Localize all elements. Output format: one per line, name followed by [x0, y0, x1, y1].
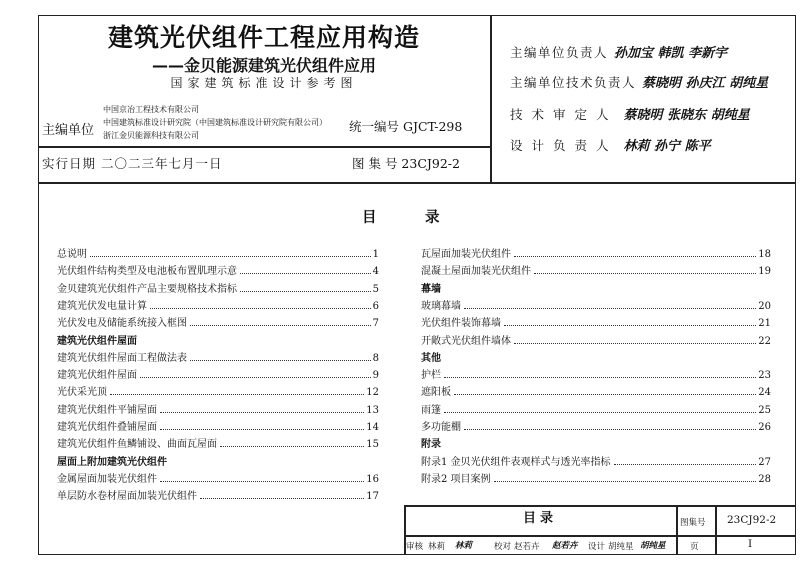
toc-leader-dots: [454, 394, 756, 395]
review-name: 林莉: [428, 542, 446, 552]
toc-entry-label: 建筑光伏组件平铺屋面: [57, 404, 157, 416]
organization-3: 浙江金贝能源科技有限公司: [103, 131, 199, 140]
responsible-row-3: [510, 104, 750, 123]
titleblock-divider-2: [715, 505, 717, 555]
toc-leader-dots: [494, 481, 757, 482]
signature: 蔡晓明 孙庆江 胡纯星: [642, 76, 769, 91]
toc-entry-page: 17: [366, 491, 379, 503]
toc-leader-dots: [160, 429, 364, 430]
toc-entry-page: 12: [366, 387, 379, 399]
toc-entry: [421, 399, 771, 416]
toc-entry-page: 28: [758, 473, 771, 485]
toc-entry: [57, 347, 379, 364]
toc-entry: [421, 468, 771, 485]
atlas-title: 建筑光伏组件工程应用构造: [107, 23, 420, 52]
unified-code: 统一编号 GJCT-298: [349, 119, 463, 134]
toc-entry-label: 幕墙: [421, 283, 441, 295]
signature: 林莉 孙宁 陈平: [623, 139, 711, 154]
toc-entry-label: 建筑光伏发电量计算: [57, 300, 147, 312]
toc-entry: [57, 260, 379, 277]
responsible-role: 技术审定人: [510, 107, 618, 122]
toc-entry-label: 附录2 项目案例: [421, 473, 491, 485]
toc-entry: [421, 312, 771, 329]
toc-leader-dots: [464, 429, 756, 430]
responsible-role: 设计负责人: [510, 138, 618, 153]
responsible-role: 主编单位技术负责人: [510, 75, 637, 90]
toc-leader-dots: [150, 308, 371, 309]
toc-entry-label: 光伏采光顶: [57, 387, 107, 399]
toc-entry-label: 光伏发电及储能系统接入框图: [57, 318, 187, 330]
toc-entry-label: 开敞式光伏组件墙体: [421, 335, 511, 347]
toc-entry-label: 屋面上附加建筑光伏组件: [57, 456, 167, 468]
toc-leader-dots: [140, 377, 371, 378]
signature: 蔡晓明 张晓东 胡纯星: [623, 108, 750, 123]
header-divider: [490, 15, 492, 183]
toc-leader-dots: [444, 412, 756, 413]
toc-entry-label: 雨篷: [421, 404, 441, 416]
atlas-no-value: 23CJ92-2: [727, 514, 777, 526]
header-inner-line: [38, 146, 490, 148]
toc-entry-label: 附录1 金贝光伏组件表观样式与透光率指标: [421, 456, 611, 468]
toc-entry-label: 瓦屋面加装光伏组件: [421, 249, 511, 260]
toc-entry-page: 15: [366, 439, 379, 451]
toc-entry-page: 23: [758, 370, 771, 382]
toc-entry-page: 1: [372, 249, 379, 260]
titleblock-mid-line: [404, 535, 796, 537]
toc-leader-dots: [90, 256, 371, 257]
toc-entry-page: 13: [366, 404, 379, 416]
toc-entry-label: 护栏: [421, 370, 441, 382]
toc-entry-page: 21: [758, 318, 771, 330]
toc-entry: [421, 416, 771, 433]
toc-leader-dots: [240, 273, 371, 274]
toc-entry: [57, 399, 379, 416]
toc-entry: [57, 295, 379, 312]
toc-entry: [57, 364, 379, 381]
toc-leader-dots: [504, 325, 756, 326]
toc-entry-label: 建筑光伏组件叠铺屋面: [57, 422, 157, 433]
toc-entry: [421, 451, 771, 468]
toc-entry-page: 14: [366, 422, 379, 433]
toc-entry-label: 建筑光伏组件屋面工程做法表: [57, 352, 187, 364]
design-signature: 胡纯星: [640, 541, 666, 551]
toc-leader-dots: [190, 360, 371, 361]
toc-entry-page: 6: [372, 300, 379, 312]
toc-entry-page: 20: [758, 300, 771, 312]
toc-entry-label: 光伏组件结构类型及电池板布置肌理示意: [57, 266, 237, 278]
toc-entry-label: 多功能棚: [421, 422, 461, 433]
header-bottom-line: [38, 182, 796, 184]
toc-leader-dots: [160, 481, 364, 482]
toc-leader-dots: [514, 256, 756, 257]
toc-entry-label: 附录: [421, 439, 441, 451]
toc-leader-dots: [464, 308, 756, 309]
toc-entry: [421, 364, 771, 381]
toc-entry: [421, 381, 771, 398]
toc-entry: [57, 468, 379, 485]
atlas-number: 图 集 号 23CJ92-2: [352, 156, 460, 171]
toc-entry-page: 9: [372, 370, 379, 382]
atlas-category: 国家建筑标准设计参考图: [170, 76, 358, 90]
check-signature: 赵若卉: [552, 541, 578, 551]
chief-unit-label: 主编单位: [42, 123, 95, 138]
atlas-no-label: 图集号: [680, 518, 706, 528]
toc-entry-label: 遮阳板: [421, 387, 451, 399]
toc-leader-dots: [534, 273, 756, 274]
toc-leader-dots: [240, 291, 371, 292]
toc-entry: [57, 312, 379, 329]
organization-2: 中国建筑标准设计研究院（中国建筑标准设计研究院有限公司）: [103, 118, 327, 127]
toc-entry: [421, 330, 771, 347]
toc-entry: [57, 381, 379, 398]
toc-entry-label: 单层防水卷材屋面加装光伏组件: [57, 491, 197, 503]
toc-entry: [57, 485, 379, 502]
toc-entry-page: 7: [372, 318, 379, 330]
toc-entry: [421, 260, 771, 277]
toc-leader-dots: [444, 377, 756, 378]
page-label: 页: [690, 542, 699, 552]
toc-section-heading: [57, 330, 379, 347]
toc-entry-label: 玻璃幕墙: [421, 300, 461, 312]
contents-heading-left: 目: [362, 209, 377, 226]
toc-entry-page: 5: [372, 283, 379, 295]
toc-entry-label: 金属屋面加装光伏组件: [57, 473, 157, 485]
toc-entry-label: 建筑光伏组件屋面: [57, 370, 137, 382]
atlas-subtitle: ——金贝能源建筑光伏组件应用: [151, 56, 376, 75]
toc-leader-dots: [514, 343, 756, 344]
design-name: 胡纯星: [608, 542, 634, 552]
toc-leader-dots: [220, 446, 364, 447]
design-label: 设计: [588, 542, 606, 552]
toc-leader-dots: [190, 325, 371, 326]
toc-entry-page: 25: [758, 404, 771, 416]
titleblock-divider-1: [676, 505, 678, 555]
toc-leader-dots: [160, 412, 364, 413]
toc-entry-page: 26: [758, 422, 771, 433]
toc-entry-label: 建筑光伏组件屋面: [57, 335, 137, 347]
toc-entry-page: 24: [758, 387, 771, 399]
page-number: I: [748, 538, 753, 550]
toc-entry-label: 总说明: [57, 249, 87, 260]
toc-entry-page: 19: [758, 266, 771, 278]
signature: 孙加宝 韩凯 李新宇: [614, 46, 728, 61]
toc-entry: [57, 243, 379, 260]
toc-entry: [57, 416, 379, 433]
toc-leader-dots: [110, 394, 364, 395]
organization-1: 中国京冶工程技术有限公司: [103, 105, 199, 114]
effective-date: 实行日期 二〇二三年七月一日: [42, 156, 223, 171]
sheet-name: 目录: [522, 511, 557, 526]
toc-entry-label: 建筑光伏组件鱼鳞铺设、曲面瓦屋面: [57, 439, 217, 451]
organization-list: [103, 103, 327, 142]
toc-entry-page: 8: [372, 352, 379, 364]
toc-entry: [421, 243, 771, 260]
toc-section-heading: [421, 433, 771, 450]
review-signature: 林莉: [455, 541, 473, 551]
toc-entry-label: 金贝建筑光伏组件产品主要规格技术指标: [57, 283, 237, 295]
toc-entry-page: 27: [758, 456, 771, 468]
review-label: 审核: [406, 542, 424, 552]
responsible-row-1: [510, 42, 727, 61]
contents-heading-right: 录: [425, 209, 440, 226]
toc-entry-page: 22: [758, 335, 771, 347]
toc-entry-label: 混凝土屋面加装光伏组件: [421, 266, 531, 278]
toc-entry: [421, 295, 771, 312]
responsible-role: 主编单位负责人: [510, 45, 609, 60]
toc-entry: [57, 433, 379, 450]
toc-entry-label: 光伏组件装饰幕墙: [421, 318, 501, 330]
toc-leader-dots: [614, 464, 757, 465]
toc-entry-page: 18: [758, 249, 771, 260]
toc-entry-page: 16: [366, 473, 379, 485]
toc-section-heading: [57, 451, 379, 468]
toc-section-heading: [421, 278, 771, 295]
toc-entry: [57, 278, 379, 295]
toc-leader-dots: [200, 498, 364, 499]
toc-entry-label: 其他: [421, 352, 441, 364]
toc-entry-page: 4: [372, 266, 379, 278]
responsible-row-4: [510, 135, 711, 154]
check-label: 校对: [494, 542, 512, 552]
toc-section-heading: [421, 347, 771, 364]
check-name: 赵若卉: [514, 542, 540, 552]
responsible-row-2: [510, 72, 768, 91]
